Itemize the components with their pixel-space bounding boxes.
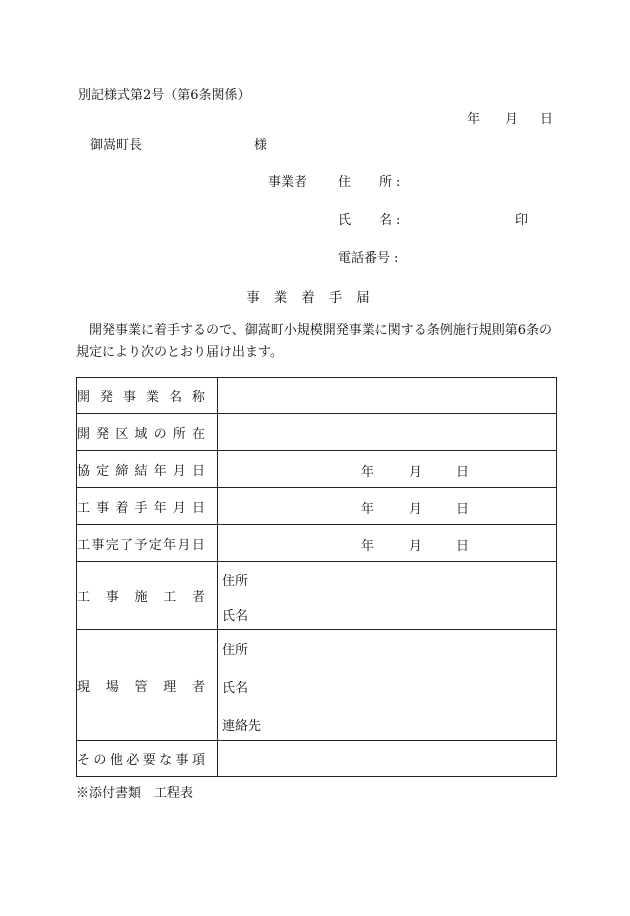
year-label: 年 (361, 502, 375, 517)
row-label-contractor (77, 562, 218, 630)
label-char: 所 (172, 426, 186, 442)
label-spread (77, 586, 205, 605)
label-char: 管 (134, 679, 148, 695)
label-char: 工 (77, 500, 91, 516)
table-row (77, 562, 557, 630)
table-row (77, 378, 557, 414)
applicant-phone-label: 電話番号 : (338, 251, 399, 266)
seal-mark: 印 (515, 213, 529, 228)
label-spread (77, 423, 205, 442)
label-char: 協 (77, 463, 91, 479)
month-label: 月 (409, 465, 423, 480)
label-char: 事 (96, 500, 110, 516)
label-char: 年 (163, 537, 177, 553)
label-char: 年 (153, 500, 167, 516)
label-char: 事 (122, 390, 136, 405)
label-char: 発 (99, 390, 113, 405)
label-char: 在 (191, 426, 205, 442)
label-char: 年 (153, 463, 167, 479)
year-label: 年 (361, 465, 375, 480)
label-char: 者 (191, 590, 205, 605)
year-label: 年 (361, 539, 375, 554)
label-char: 結 (134, 463, 148, 479)
body-text: 開発事業に着手するので、御嵩町小規模開発事業に関する条例施行規則第6条の規定により次のとおり届け出ます。 (76, 323, 553, 360)
applicant-label: 事業者 (268, 175, 308, 190)
date-year-label: 年 (467, 112, 481, 127)
label-char: 他 (109, 753, 123, 768)
row-label-completion-date (77, 525, 218, 562)
label-char: の (93, 753, 107, 768)
label-char: 着 (115, 500, 129, 516)
day-label: 日 (456, 502, 470, 517)
label-char: 施 (134, 590, 148, 605)
table-row (77, 741, 557, 777)
label-char: 現 (77, 679, 91, 695)
label-spread (77, 460, 205, 479)
project-name-value[interactable] (218, 378, 557, 414)
label-char: 工 (163, 590, 177, 605)
label-char: 日 (191, 463, 205, 479)
label-char: 完 (105, 537, 119, 553)
label-char: 定 (96, 463, 110, 479)
attachment-note: ※添付書類 工程表 (76, 786, 194, 801)
other-value[interactable] (218, 741, 557, 777)
label-char: 事 (105, 590, 119, 605)
label-char: 工 (77, 537, 91, 553)
name-sublabel: 氏名 (222, 608, 249, 624)
label-char: な (159, 753, 173, 768)
label-spread (77, 386, 205, 405)
contact-sublabel: 連絡先 (222, 718, 262, 734)
label-spread (77, 676, 205, 695)
notification-table (76, 377, 557, 777)
label-char: 業 (145, 390, 159, 405)
agreement-date-value[interactable] (218, 451, 557, 488)
location-value[interactable] (218, 414, 557, 451)
table-row (77, 525, 557, 562)
label-char: 日 (191, 500, 205, 516)
day-label: 日 (456, 465, 470, 480)
label-char: 者 (191, 679, 205, 695)
row-label-start-date (77, 488, 218, 525)
table-row (77, 488, 557, 525)
label-char: 予 (134, 537, 148, 553)
row-label-other (77, 741, 218, 777)
label-char: 域 (134, 426, 148, 442)
addressee: 御嵩町長 (90, 138, 143, 153)
label-char: 工 (77, 590, 91, 605)
label-spread (77, 534, 205, 553)
row-label-project-name (77, 378, 218, 414)
address-sublabel: 住所 (222, 642, 249, 658)
label-char: 事 (175, 753, 189, 768)
label-char: の (153, 426, 167, 442)
row-label-agreement-date (77, 451, 218, 488)
row-label-site-manager (77, 630, 218, 741)
label-char: 月 (177, 537, 191, 553)
label-char: 月 (172, 500, 186, 516)
contractor-value[interactable] (218, 562, 557, 630)
label-char: 項 (191, 753, 205, 768)
name-sublabel: 氏名 (222, 680, 249, 696)
document-title: 事業着手届 (246, 290, 384, 306)
label-char: 理 (163, 679, 177, 695)
applicant-name-label: 氏 名 : (338, 213, 401, 228)
form-number-label: 別記様式第2号（第6条関係） (78, 88, 251, 103)
applicant-address-label: 住 所 : (338, 175, 401, 190)
honorific: 様 (254, 138, 268, 153)
label-char: 定 (148, 537, 162, 553)
label-char: 要 (142, 753, 156, 768)
row-label-location (77, 414, 218, 451)
address-sublabel: 住所 (222, 573, 249, 589)
label-char: 開 (77, 390, 91, 405)
day-label: 日 (456, 539, 470, 554)
label-spread (77, 749, 205, 768)
label-char: 手 (134, 500, 148, 516)
label-char: 月 (172, 463, 186, 479)
label-char: 締 (115, 463, 129, 479)
label-char: 了 (120, 537, 134, 553)
table-row (77, 630, 557, 741)
label-char: 必 (126, 753, 140, 768)
label-char: そ (77, 753, 91, 768)
site-manager-value[interactable] (218, 630, 557, 741)
month-label: 月 (409, 539, 423, 554)
table-row (77, 451, 557, 488)
month-label: 月 (409, 502, 423, 517)
label-char: 場 (105, 679, 119, 695)
label-char: 発 (96, 426, 110, 442)
completion-date-value[interactable] (218, 525, 557, 562)
label-char: 事 (91, 537, 105, 553)
label-char: 称 (191, 390, 205, 405)
date-month-label: 月 (505, 112, 519, 127)
label-spread (77, 497, 205, 516)
label-char: 日 (191, 537, 205, 553)
label-char: 開 (77, 426, 91, 442)
label-char: 区 (115, 426, 129, 442)
table-row (77, 414, 557, 451)
date-day-label: 日 (540, 112, 554, 127)
label-char: 名 (168, 390, 182, 405)
start-date-value[interactable] (218, 488, 557, 525)
